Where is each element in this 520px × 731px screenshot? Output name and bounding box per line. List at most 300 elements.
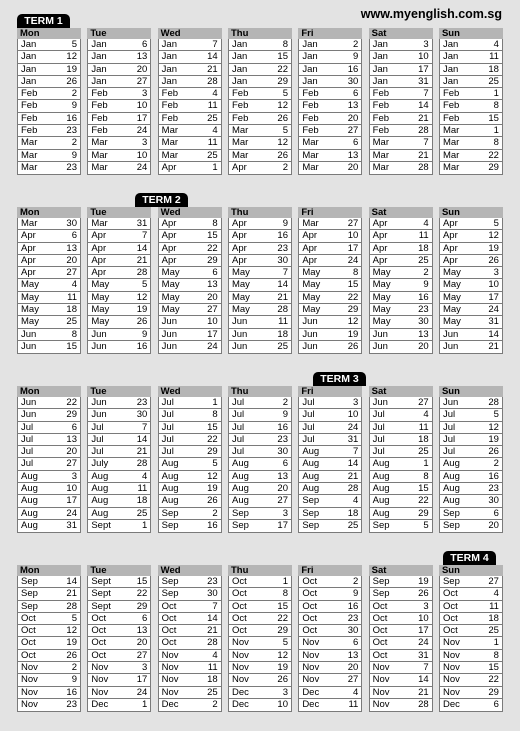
day-header: Sat	[369, 386, 433, 397]
date-cell	[440, 588, 502, 600]
month-label: Oct	[91, 612, 107, 624]
day-number: 4	[423, 409, 429, 421]
date-cell	[299, 495, 361, 507]
day-number: 26	[488, 446, 499, 458]
month-label: Oct	[302, 625, 318, 637]
day-number: 8	[493, 649, 499, 661]
date-cell	[88, 613, 150, 625]
date-cells	[158, 576, 222, 712]
day-number: 26	[277, 112, 288, 124]
date-cell	[370, 279, 432, 291]
day-header: Sun	[439, 207, 503, 218]
day-header: Thu	[228, 386, 292, 397]
day-number: 31	[418, 649, 429, 661]
day-number: 19	[488, 242, 499, 254]
day-number: 14	[277, 279, 288, 291]
day-header: Tue	[87, 207, 151, 218]
date-cell	[370, 39, 432, 51]
date-cell	[299, 699, 361, 711]
month-label: Aug	[91, 507, 109, 519]
month-label: Nov	[91, 686, 109, 698]
month-label: May	[442, 279, 461, 291]
month-label: Oct	[231, 600, 247, 612]
day-number: 27	[488, 576, 499, 587]
date-cell	[440, 471, 502, 483]
date-cell	[88, 508, 150, 520]
month-label: Aug	[21, 507, 38, 519]
date-cells	[439, 576, 503, 712]
day-number: 27	[66, 267, 77, 279]
date-cell	[370, 508, 432, 520]
month-label: Mar	[442, 125, 460, 137]
date-cells	[298, 39, 362, 175]
date-cell	[370, 397, 432, 409]
month-label: Mar	[442, 149, 460, 161]
month-label: Aug	[372, 507, 390, 519]
month-label: Jul	[302, 409, 315, 421]
date-cell	[440, 446, 502, 458]
day-header: Sun	[439, 565, 503, 576]
day-number: 16	[66, 686, 77, 698]
month-label: Oct	[372, 625, 388, 637]
day-number: 9	[71, 100, 77, 112]
day-number: 24	[488, 304, 499, 316]
date-cell	[229, 279, 291, 291]
month-label: Mar	[91, 218, 108, 229]
month-label: Mar	[21, 149, 38, 161]
day-number: 22	[277, 63, 288, 75]
day-number: 18	[66, 304, 77, 316]
date-cell	[229, 687, 291, 699]
date-cell	[370, 434, 432, 446]
date-cell	[88, 576, 150, 588]
month-label: Jul	[372, 421, 385, 433]
day-header: Fri	[298, 565, 362, 576]
date-cell	[440, 687, 502, 699]
date-cell	[18, 125, 80, 137]
date-cell	[440, 243, 502, 255]
month-label: Mar	[91, 137, 108, 149]
date-cell	[18, 687, 80, 699]
date-cell	[370, 255, 432, 267]
month-label: Apr	[91, 230, 107, 242]
month-label: Dec	[231, 686, 249, 698]
day-number: 24	[347, 254, 359, 266]
day-number: 23	[277, 433, 288, 445]
month-label: Feb	[91, 112, 108, 124]
date-cell	[440, 637, 502, 649]
date-cell	[370, 76, 432, 88]
month-label: May	[21, 291, 39, 303]
date-cell	[440, 230, 502, 242]
month-label: Jan	[442, 75, 459, 87]
month-label: Aug	[161, 470, 179, 482]
month-label: Nov	[21, 674, 38, 686]
day-number: 13	[66, 433, 77, 445]
day-number: 4	[353, 686, 359, 698]
date-cell	[18, 625, 80, 637]
date-cell	[229, 637, 291, 649]
date-cell	[18, 588, 80, 600]
day-number: 10	[207, 316, 218, 328]
date-cell	[299, 576, 361, 588]
month-label: Jul	[442, 409, 456, 421]
date-cell	[88, 100, 150, 112]
day-number: 24	[207, 340, 218, 352]
date-cell	[88, 588, 150, 600]
month-label: Apr	[302, 242, 318, 254]
month-label: Jan	[91, 63, 107, 75]
month-label: Dec	[442, 698, 460, 710]
day-number: 9	[353, 51, 359, 63]
date-cell	[370, 446, 432, 458]
day-number: 28	[207, 637, 218, 649]
date-cell	[18, 397, 80, 409]
date-cell	[440, 341, 502, 353]
day-number: 2	[71, 137, 77, 149]
date-cells	[369, 397, 433, 533]
month-label: May	[231, 267, 250, 279]
day-number: 17	[418, 63, 429, 75]
date-cell	[229, 218, 291, 230]
date-cell	[440, 422, 502, 434]
date-cell	[299, 137, 361, 149]
day-column	[158, 207, 222, 354]
day-number: 22	[418, 495, 429, 507]
day-number: 26	[488, 254, 499, 266]
date-cell	[370, 613, 432, 625]
day-number: 1	[282, 576, 288, 587]
date-cell	[18, 267, 80, 279]
month-label: Apr	[372, 218, 388, 229]
month-label: Jan	[161, 39, 177, 50]
month-label: Jul	[161, 421, 174, 433]
date-cell	[370, 625, 432, 637]
day-number: 2	[212, 698, 218, 710]
day-column	[228, 28, 292, 175]
day-number: 5	[71, 39, 77, 50]
month-label: Dec	[302, 698, 320, 710]
day-number: 25	[207, 686, 218, 698]
day-number: 1	[493, 637, 499, 649]
month-label: Jun	[231, 340, 248, 352]
month-label: Apr	[21, 267, 36, 279]
day-number: 8	[493, 137, 499, 149]
date-cell	[229, 434, 291, 446]
month-label: May	[302, 291, 321, 303]
month-label: Apr	[442, 254, 458, 266]
month-label: Sep	[302, 507, 320, 519]
day-number: 15	[347, 279, 359, 291]
date-cell	[159, 422, 221, 434]
day-number: 4	[493, 39, 499, 50]
month-label: May	[231, 291, 250, 303]
day-header: Sun	[439, 28, 503, 39]
date-cell	[299, 588, 361, 600]
month-label: Jan	[91, 39, 107, 50]
date-cell	[88, 699, 150, 711]
day-number: 20	[66, 446, 77, 458]
month-label: Mar	[161, 149, 179, 161]
day-number: 17	[418, 625, 429, 637]
day-number: 13	[136, 625, 148, 637]
date-cell	[88, 64, 150, 76]
month-label: Oct	[372, 637, 388, 649]
month-label: Feb	[91, 100, 108, 112]
day-number: 25	[66, 316, 77, 328]
date-cell	[299, 520, 361, 532]
date-cells	[158, 39, 222, 175]
day-number: 2	[212, 507, 218, 519]
day-number: 26	[277, 674, 288, 686]
date-cell	[440, 125, 502, 137]
month-label: Oct	[231, 588, 247, 600]
date-cell	[370, 409, 432, 421]
month-label: Feb	[21, 125, 38, 137]
day-number: 17	[207, 328, 218, 340]
day-number: 10	[136, 100, 148, 112]
day-number: 1	[493, 88, 499, 100]
day-number: 3	[71, 470, 77, 482]
day-number: 6	[142, 612, 148, 624]
date-cell	[440, 662, 502, 674]
month-label: Mar	[21, 137, 38, 149]
month-label: May	[91, 279, 110, 291]
day-number: 13	[277, 470, 288, 482]
day-number: 30	[347, 625, 359, 637]
date-cell	[299, 243, 361, 255]
day-number: 31	[488, 316, 499, 328]
date-cells	[158, 218, 222, 354]
date-cell	[18, 88, 80, 100]
month-label: Jul	[302, 397, 315, 408]
day-number: 3	[142, 662, 148, 674]
day-number: 7	[142, 230, 148, 242]
day-number: 7	[423, 137, 429, 149]
day-header: Mon	[17, 386, 81, 397]
date-cell	[440, 316, 502, 328]
date-cell	[229, 483, 291, 495]
month-label: Oct	[442, 612, 458, 624]
day-number: 31	[347, 433, 359, 445]
day-number: 18	[347, 507, 359, 519]
calendar-grid	[17, 565, 503, 712]
month-label: Jan	[91, 75, 107, 87]
day-number: 23	[277, 242, 288, 254]
day-number: 17	[136, 112, 148, 124]
day-number: 20	[418, 340, 429, 352]
date-cell	[88, 674, 150, 686]
day-column	[87, 207, 151, 354]
day-number: 22	[207, 242, 218, 254]
date-cell	[440, 329, 502, 341]
month-label: Aug	[21, 470, 38, 482]
day-number: 29	[207, 254, 218, 266]
date-cell	[159, 316, 221, 328]
date-cell	[229, 150, 291, 162]
day-number: 27	[347, 125, 359, 137]
month-label: Aug	[91, 495, 109, 507]
date-cell	[159, 483, 221, 495]
month-label: Oct	[161, 625, 177, 637]
date-cell	[440, 520, 502, 532]
day-number: 22	[488, 674, 499, 686]
date-cell	[299, 267, 361, 279]
month-label: Jan	[442, 51, 459, 63]
date-cell	[299, 625, 361, 637]
month-label: Jun	[302, 328, 318, 340]
date-cells	[228, 397, 292, 533]
date-cell	[370, 483, 432, 495]
date-cell	[440, 483, 502, 495]
month-label: Aug	[231, 483, 249, 495]
day-number: 30	[277, 446, 288, 458]
day-number: 22	[207, 433, 218, 445]
day-number: 27	[136, 649, 148, 661]
date-cell	[159, 113, 221, 125]
month-label: Apr	[161, 254, 177, 266]
day-number: 21	[66, 588, 77, 600]
month-label: Sept	[91, 588, 111, 600]
date-cell	[229, 409, 291, 421]
date-cell	[159, 397, 221, 409]
month-label: Jun	[231, 316, 248, 328]
date-cell	[18, 76, 80, 88]
date-cell	[440, 267, 502, 279]
date-cell	[440, 51, 502, 63]
month-label: Feb	[442, 112, 460, 124]
day-number: 20	[347, 161, 359, 173]
date-cell	[229, 292, 291, 304]
day-number: 4	[212, 649, 218, 661]
date-cell	[440, 100, 502, 112]
date-cell	[370, 662, 432, 674]
day-number: 1	[142, 519, 148, 531]
month-label: Nov	[442, 637, 460, 649]
month-label: Jul	[21, 458, 34, 470]
day-number: 17	[136, 674, 148, 686]
website-url: www.myenglish.com.sg	[360, 7, 502, 21]
date-cell	[229, 508, 291, 520]
date-cell	[229, 51, 291, 63]
date-cell	[18, 699, 80, 711]
day-number: 12	[136, 291, 148, 303]
day-column	[228, 565, 292, 712]
month-label: Jul	[231, 397, 245, 408]
day-number: 20	[488, 519, 499, 531]
date-cell	[88, 304, 150, 316]
date-cell	[229, 230, 291, 242]
day-number: 21	[136, 254, 148, 266]
month-label: Jun	[161, 340, 177, 352]
date-cell	[18, 255, 80, 267]
month-label: Sep	[21, 600, 38, 612]
month-label: Nov	[91, 674, 109, 686]
date-cell	[440, 699, 502, 711]
date-cell	[370, 588, 432, 600]
date-cell	[18, 458, 80, 470]
month-label: Oct	[302, 600, 318, 612]
date-cell	[159, 699, 221, 711]
date-cells	[439, 218, 503, 354]
day-number: 6	[71, 230, 77, 242]
month-label: Oct	[231, 625, 247, 637]
day-number: 26	[66, 75, 77, 87]
month-label: Sep	[442, 576, 460, 587]
month-label: Apr	[231, 254, 247, 266]
day-number: 12	[277, 100, 288, 112]
day-number: 2	[353, 39, 359, 50]
date-cell	[370, 471, 432, 483]
date-cell	[440, 625, 502, 637]
month-label: Feb	[231, 112, 249, 124]
day-header: Sun	[439, 386, 503, 397]
day-number: 15	[418, 483, 429, 495]
day-number: 28	[418, 125, 429, 137]
date-cell	[229, 662, 291, 674]
month-label: Jan	[302, 39, 318, 50]
day-number: 29	[136, 600, 148, 612]
date-cell	[159, 329, 221, 341]
day-number: 10	[347, 409, 359, 421]
day-number: 13	[347, 100, 359, 112]
day-number: 10	[418, 51, 429, 63]
month-label: Feb	[372, 88, 390, 100]
day-column	[87, 565, 151, 712]
date-cell	[299, 329, 361, 341]
day-number: 16	[207, 519, 218, 531]
day-number: 30	[136, 409, 148, 421]
date-cell	[299, 64, 361, 76]
month-label: May	[231, 279, 250, 291]
day-number: 1	[493, 125, 499, 137]
date-cell	[440, 409, 502, 421]
day-number: 6	[493, 507, 499, 519]
date-cell	[159, 304, 221, 316]
month-label: Apr	[21, 242, 36, 254]
day-number: 19	[66, 637, 77, 649]
day-number: 28	[347, 483, 359, 495]
day-number: 30	[347, 75, 359, 87]
day-number: 27	[277, 495, 288, 507]
day-number: 13	[136, 51, 148, 63]
day-number: 15	[207, 230, 218, 242]
date-cell	[229, 422, 291, 434]
date-cell	[88, 113, 150, 125]
month-label: Jun	[372, 397, 388, 408]
month-label: Jan	[91, 51, 107, 63]
date-cell	[18, 64, 80, 76]
date-cell	[18, 674, 80, 686]
day-number: 27	[207, 304, 218, 316]
date-cells	[228, 576, 292, 712]
date-cell	[18, 230, 80, 242]
day-number: 12	[66, 51, 77, 63]
day-number: 11	[207, 662, 218, 674]
day-number: 22	[347, 291, 359, 303]
date-cell	[229, 100, 291, 112]
month-label: Mar	[91, 161, 108, 173]
day-number: 19	[488, 433, 499, 445]
month-label: Jun	[21, 340, 37, 352]
month-label: May	[442, 267, 461, 279]
day-number: 4	[212, 125, 218, 137]
day-number: 5	[423, 519, 429, 531]
month-label: Nov	[372, 698, 390, 710]
day-column	[298, 565, 362, 712]
date-cell	[18, 483, 80, 495]
date-cell	[440, 434, 502, 446]
